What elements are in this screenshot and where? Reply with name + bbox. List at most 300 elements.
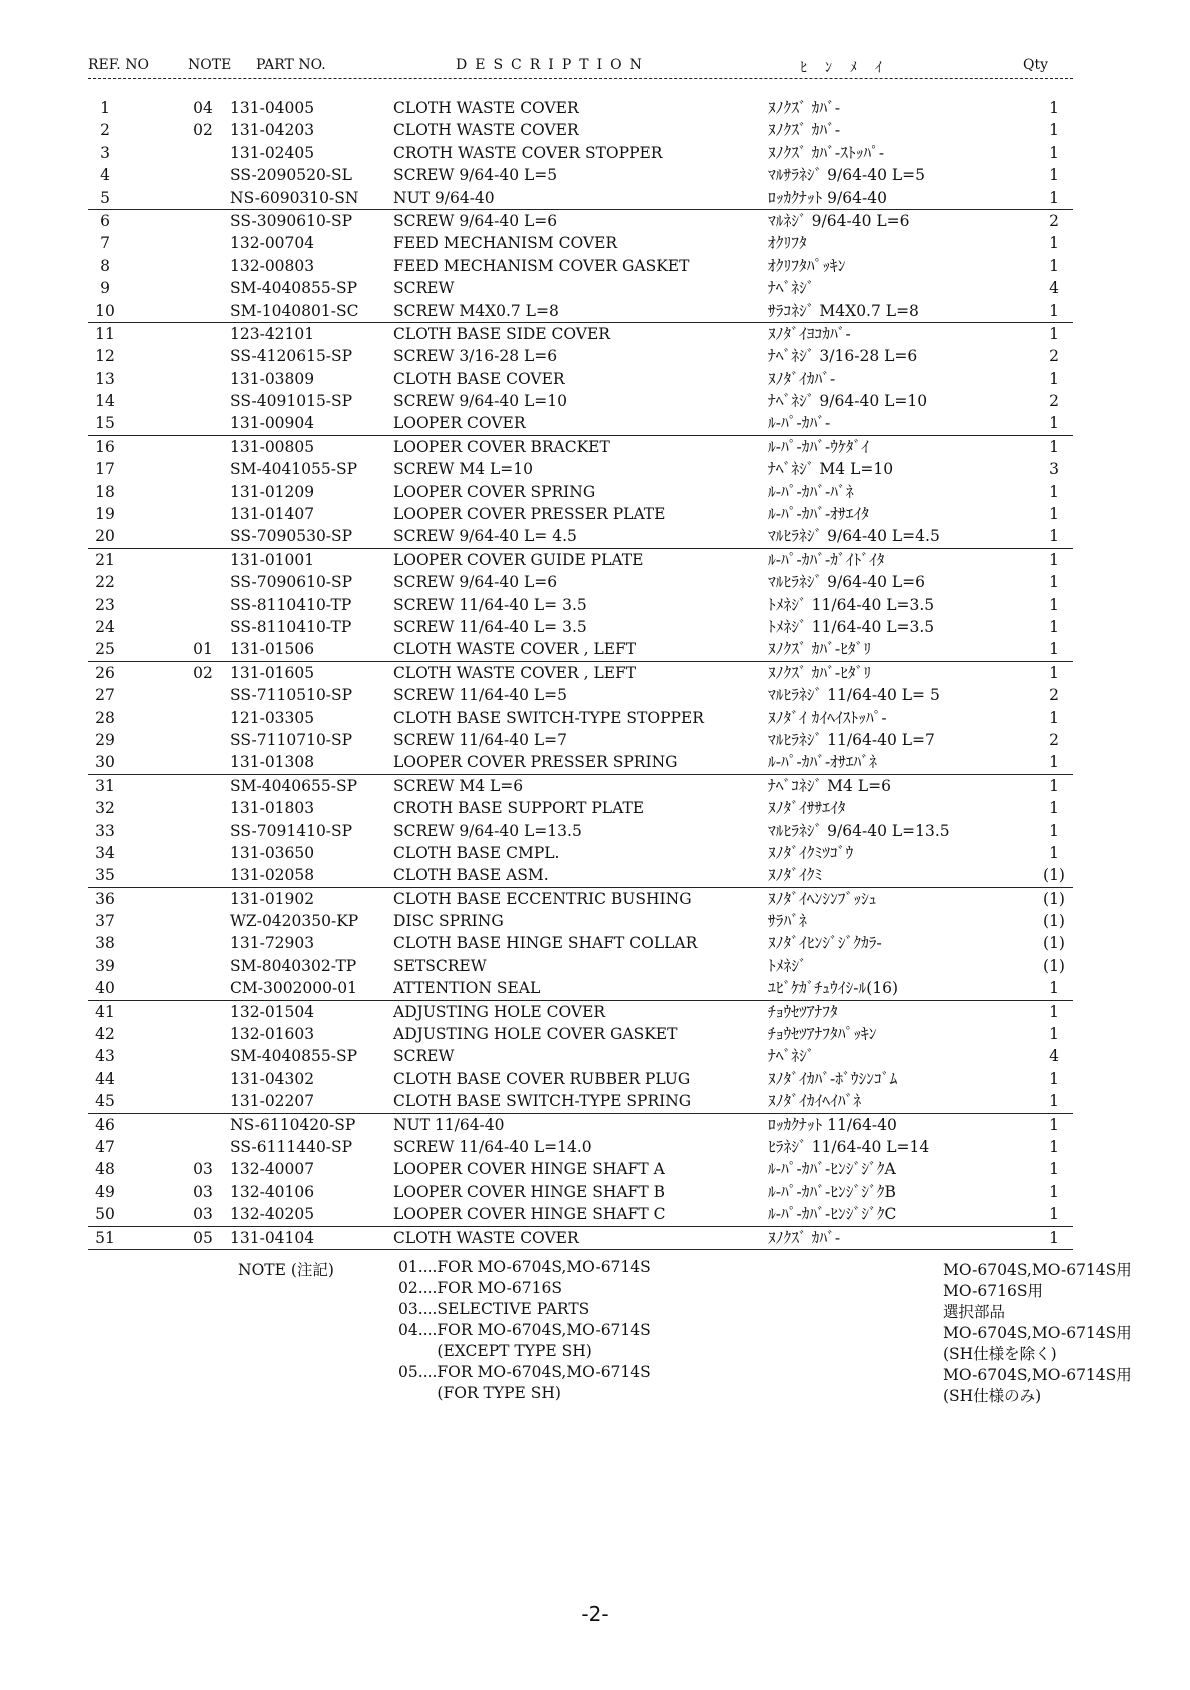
table-row <box>88 1203 1073 1226</box>
part-no-cell: 131-04005 <box>230 99 315 117</box>
parts-table <box>88 97 1073 1250</box>
header-description: DESCRIPTION <box>456 57 650 73</box>
kana-name-cell: ﾇﾉﾀﾞｲｶｲﾍｲﾊﾞﾈ <box>768 1092 862 1111</box>
part-no-cell: SS-7091410-SP <box>230 821 353 840</box>
qty-cell: 1 <box>1049 708 1059 727</box>
table-row <box>88 345 1073 367</box>
description-cell: NUT 11/64-40 <box>393 1115 505 1134</box>
part-no-cell: 131-03650 <box>230 843 315 862</box>
description-cell: FEED MECHANISM COVER <box>393 234 618 253</box>
qty-cell: 1 <box>1049 640 1059 659</box>
note-cell: 02 <box>193 663 213 682</box>
description-cell: DISC SPRING <box>393 912 504 931</box>
table-row <box>88 323 1073 345</box>
ref-no-cell: 14 <box>95 392 115 411</box>
qty-cell: 1 <box>1049 143 1059 162</box>
table-row <box>88 955 1073 977</box>
note-japanese: (SH仕様のみ) <box>943 1387 1042 1405</box>
qty-cell: 1 <box>1049 256 1059 275</box>
table-row <box>88 662 1073 684</box>
description-cell: CROTH BASE SUPPORT PLATE <box>393 799 645 818</box>
description-cell: ADJUSTING HOLE COVER <box>393 1002 606 1021</box>
table-row <box>88 412 1073 435</box>
note-japanese: MO-6704S,MO-6714S用 <box>943 1324 1132 1342</box>
description-cell: SCREW 11/64-40 L=5 <box>393 686 568 705</box>
description-cell: SCREW 11/64-40 L= 3.5 <box>393 617 587 636</box>
part-no-cell: 131-04203 <box>230 121 315 140</box>
table-row <box>88 549 1073 571</box>
description-cell: CLOTH WASTE COVER <box>393 1228 579 1247</box>
ref-no-cell: 44 <box>95 1069 115 1088</box>
kana-name-cell: ﾏﾙｻﾗﾈｼﾞ 9/64-40 L=5 <box>768 166 926 185</box>
note-cell: 04 <box>193 99 213 117</box>
table-row <box>88 1114 1073 1136</box>
qty-cell: 1 <box>1049 527 1059 546</box>
note-japanese: (SH仕様を除く) <box>943 1345 1057 1363</box>
kana-name-cell: ﾅﾍﾞﾈｼﾞ 3/16-28 L=6 <box>768 347 918 366</box>
ref-no-cell: 49 <box>95 1182 115 1201</box>
description-cell: CLOTH BASE SWITCH-TYPE SPRING <box>393 1092 692 1111</box>
ref-no-cell: 10 <box>95 301 115 320</box>
table-row <box>88 616 1073 638</box>
kana-name-cell: ﾁｮｳｾﾂｱﾅﾌﾀﾊﾟｯｷﾝ <box>768 1025 877 1044</box>
part-no-cell: SS-8110410-TP <box>230 595 352 614</box>
kana-name-cell: ﾅﾍﾞｺﾈｼﾞ M4 L=6 <box>768 776 891 795</box>
ref-no-cell: 8 <box>100 256 110 275</box>
part-no-cell: SS-7110710-SP <box>230 730 353 749</box>
description-cell: SCREW 9/64-40 L=10 <box>393 392 568 411</box>
part-no-cell: 123-42101 <box>230 324 315 343</box>
ref-no-cell: 16 <box>95 437 115 456</box>
description-cell: SCREW 9/64-40 L=6 <box>393 573 558 592</box>
ref-no-cell: 12 <box>95 347 115 366</box>
part-no-cell: NS-6090310-SN <box>230 188 359 207</box>
ref-no-cell: 50 <box>95 1205 115 1224</box>
note-english: 03....SELECTIVE PARTS <box>398 1300 590 1318</box>
note-english: (EXCEPT TYPE SH) <box>398 1342 592 1360</box>
part-no-cell: SS-3090610-SP <box>230 211 353 230</box>
ref-no-cell: 31 <box>95 776 115 795</box>
description-cell: NUT 9/64-40 <box>393 188 495 207</box>
part-no-cell: 132-01603 <box>230 1025 315 1044</box>
note-japanese: MO-6704S,MO-6714S用 <box>943 1261 1132 1279</box>
qty-cell: 2 <box>1049 392 1059 411</box>
note-japanese: MO-6704S,MO-6714S用 <box>943 1366 1132 1384</box>
table-row <box>88 368 1073 390</box>
part-no-cell: 131-01902 <box>230 889 315 908</box>
ref-no-cell: 48 <box>95 1160 115 1179</box>
kana-name-cell: ﾄﾒﾈｼﾞ 11/64-40 L=3.5 <box>768 595 935 614</box>
ref-no-cell: 11 <box>95 324 115 343</box>
description-cell: CLOTH BASE ASM. <box>393 866 549 885</box>
qty-cell: 1 <box>1049 1069 1059 1088</box>
table-row <box>88 255 1073 277</box>
kana-name-cell: ﾏﾙﾈｼﾞ 9/64-40 L=6 <box>768 211 910 230</box>
qty-cell: 1 <box>1049 843 1059 862</box>
part-no-cell: 132-00704 <box>230 234 315 253</box>
ref-no-cell: 37 <box>95 912 115 931</box>
table-row <box>88 300 1073 323</box>
page-number: -2- <box>581 1602 609 1626</box>
part-no-cell: 131-00904 <box>230 414 315 433</box>
description-cell: SCREW 11/64-40 L=14.0 <box>393 1137 592 1156</box>
table-row <box>88 1227 1073 1250</box>
part-no-cell: 131-72903 <box>230 934 315 953</box>
table-row <box>88 436 1073 458</box>
kana-name-cell: ﾇﾉｸｽﾞ ｶﾊﾞ-ｽﾄｯﾊﾟ- <box>768 143 885 162</box>
qty-cell: 3 <box>1049 460 1059 479</box>
ref-no-cell: 2 <box>100 121 110 140</box>
ref-no-cell: 26 <box>95 663 115 682</box>
kana-name-cell: ﾇﾉｸｽﾞ ｶﾊﾞ-ﾋﾀﾞﾘ <box>768 640 872 659</box>
kana-name-cell: ﾏﾙﾋﾗﾈｼﾞ 9/64-40 L=13.5 <box>768 821 950 840</box>
description-cell: SCREW 9/64-40 L= 4.5 <box>393 527 577 546</box>
table-row <box>88 571 1073 593</box>
ref-no-cell: 51 <box>95 1228 115 1247</box>
table-row <box>88 707 1073 729</box>
kana-name-cell: ﾛｯｶｸﾅｯﾄ 11/64-40 <box>768 1115 897 1134</box>
ref-no-cell: 3 <box>100 143 110 162</box>
ref-no-cell: 30 <box>95 753 115 772</box>
part-no-cell: SM-4041055-SP <box>230 460 358 479</box>
kana-name-cell: ﾏﾙﾋﾗﾈｼﾞ 11/64-40 L= 5 <box>768 686 940 705</box>
qty-cell: 1 <box>1049 1228 1059 1247</box>
description-cell: LOOPER COVER GUIDE PLATE <box>393 550 644 569</box>
part-no-cell: SS-4091015-SP <box>230 392 353 411</box>
qty-cell: 1 <box>1049 821 1059 840</box>
table-row <box>88 210 1073 232</box>
notes-title: NOTE (注記) <box>238 1261 334 1279</box>
qty-cell: 1 <box>1049 1160 1059 1179</box>
kana-name-cell: ﾇﾉﾀﾞｲ ｶｲﾍｲｽﾄｯﾊﾟ- <box>768 708 887 727</box>
table-row <box>88 1068 1073 1090</box>
description-cell: SETSCREW <box>393 956 487 975</box>
table-row <box>88 525 1073 548</box>
kana-name-cell: ｵｸﾘﾌﾀﾊﾟｯｷﾝ <box>768 256 846 275</box>
qty-cell: 1 <box>1049 505 1059 524</box>
qty-cell: 1 <box>1049 799 1059 818</box>
qty-cell: 2 <box>1049 211 1059 230</box>
table-row <box>88 797 1073 819</box>
qty-cell: (1) <box>1043 912 1065 931</box>
description-cell: SCREW 9/64-40 L=6 <box>393 211 558 230</box>
qty-cell: 1 <box>1049 573 1059 592</box>
header-kana: ﾋﾝﾒｲ <box>800 60 900 76</box>
ref-no-cell: 43 <box>95 1047 115 1066</box>
description-cell: ATTENTION SEAL <box>393 979 541 998</box>
qty-cell: 1 <box>1049 1137 1059 1156</box>
table-row <box>88 820 1073 842</box>
description-cell: SCREW M4 L=10 <box>393 460 533 479</box>
description-cell: LOOPER COVER HINGE SHAFT B <box>393 1182 666 1201</box>
part-no-cell: SM-8040302-TP <box>230 956 357 975</box>
kana-name-cell: ﾄﾒﾈｼﾞ <box>768 956 807 975</box>
ref-no-cell: 24 <box>95 617 115 636</box>
table-row <box>88 842 1073 864</box>
description-cell: SCREW 11/64-40 L=7 <box>393 730 568 749</box>
kana-name-cell: ﾙ-ﾊﾟ-ｶﾊﾞ-ﾋﾝｼﾞｼﾞｸB <box>768 1182 896 1201</box>
table-row <box>88 232 1073 254</box>
kana-name-cell: ﾇﾉﾀﾞｲｶﾊﾞ-ﾎﾞｳｼﾝｺﾞﾑ <box>768 1069 898 1088</box>
note-english: 04....FOR MO-6704S,MO-6714S <box>398 1321 651 1339</box>
ref-no-cell: 28 <box>95 708 115 727</box>
note-english: 02....FOR MO-6716S <box>398 1279 562 1297</box>
header-divider <box>88 78 1073 79</box>
part-no-cell: 131-00805 <box>230 437 315 456</box>
kana-name-cell: ﾇﾉﾀﾞｲﾍﾝｼﾝﾌﾞｯｼｭ <box>768 889 877 908</box>
part-no-cell: 131-01605 <box>230 663 315 682</box>
kana-name-cell: ﾋﾗﾈｼﾞ 11/64-40 L=14 <box>768 1137 930 1156</box>
part-no-cell: SM-1040801-SC <box>230 301 359 320</box>
qty-cell: 1 <box>1049 369 1059 388</box>
header-part-no: PART NO. <box>256 57 326 73</box>
kana-name-cell: ﾙ-ﾊﾟ-ｶﾊﾞ- <box>768 414 831 433</box>
table-row <box>88 97 1073 119</box>
part-no-cell: SS-7110510-SP <box>230 686 353 705</box>
qty-cell: 1 <box>1049 617 1059 636</box>
table-header <box>88 55 1073 77</box>
header-note: NOTE <box>188 57 232 73</box>
part-no-cell: 132-40106 <box>230 1182 315 1201</box>
qty-cell: 1 <box>1049 776 1059 795</box>
description-cell: ADJUSTING HOLE COVER GASKET <box>393 1025 678 1044</box>
ref-no-cell: 20 <box>95 527 115 546</box>
note-japanese: 選択部品 <box>943 1303 1006 1321</box>
table-row <box>88 142 1073 164</box>
part-no-cell: 131-02405 <box>230 143 315 162</box>
ref-no-cell: 23 <box>95 595 115 614</box>
kana-name-cell: ﾕﾋﾞｹｶﾞﾁｭｳｲｼ-ﾙ(16) <box>768 979 899 998</box>
qty-cell: 1 <box>1049 1002 1059 1021</box>
description-cell: FEED MECHANISM COVER GASKET <box>393 256 690 275</box>
table-row <box>88 1045 1073 1067</box>
part-no-cell: 131-01308 <box>230 753 315 772</box>
table-row <box>88 277 1073 299</box>
table-row <box>88 1023 1073 1045</box>
description-cell: LOOPER COVER BRACKET <box>393 437 610 456</box>
ref-no-cell: 40 <box>95 979 115 998</box>
ref-no-cell: 18 <box>95 482 115 501</box>
ref-no-cell: 46 <box>95 1115 115 1134</box>
kana-name-cell: ﾇﾉﾀﾞｲﾖｺｶﾊﾞ- <box>768 324 851 343</box>
ref-no-cell: 42 <box>95 1025 115 1044</box>
description-cell: CLOTH BASE SIDE COVER <box>393 324 610 343</box>
kana-name-cell: ﾇﾉｸｽﾞ ｶﾊﾞ-ﾋﾀﾞﾘ <box>768 663 872 682</box>
description-cell: LOOPER COVER PRESSER SPRING <box>393 753 678 772</box>
part-no-cell: SM-4040855-SP <box>230 1047 358 1066</box>
qty-cell: 1 <box>1049 99 1059 117</box>
part-no-cell: SM-4040855-SP <box>230 279 358 298</box>
kana-name-cell: ﾙ-ﾊﾟ-ｶﾊﾞ-ｳｹﾀﾞｲ <box>768 437 869 456</box>
qty-cell: (1) <box>1043 934 1065 953</box>
table-row <box>88 1001 1073 1023</box>
part-no-cell: 132-40007 <box>230 1160 315 1179</box>
table-row <box>88 910 1073 932</box>
table-row <box>88 187 1073 210</box>
ref-no-cell: 7 <box>100 234 110 253</box>
description-cell: LOOPER COVER HINGE SHAFT C <box>393 1205 666 1224</box>
kana-name-cell: ﾄﾒﾈｼﾞ 11/64-40 L=3.5 <box>768 617 935 636</box>
qty-cell: 1 <box>1049 414 1059 433</box>
table-row <box>88 503 1073 525</box>
description-cell: SCREW 9/64-40 L=5 <box>393 166 558 185</box>
ref-no-cell: 39 <box>95 956 115 975</box>
kana-name-cell: ｵｸﾘﾌﾀ <box>768 234 807 253</box>
table-row <box>88 729 1073 751</box>
description-cell: CLOTH WASTE COVER <box>393 121 579 140</box>
kana-name-cell: ﾇﾉｸｽﾞ ｶﾊﾞ- <box>768 121 841 140</box>
part-no-cell: 131-01001 <box>230 550 315 569</box>
description-cell: SCREW <box>393 1047 455 1066</box>
table-row <box>88 1090 1073 1113</box>
kana-name-cell: ﾙ-ﾊﾟ-ｶﾊﾞ-ﾋﾝｼﾞｼﾞｸC <box>768 1205 897 1224</box>
ref-no-cell: 33 <box>95 821 115 840</box>
part-no-cell: 131-04302 <box>230 1069 315 1088</box>
description-cell: SCREW M4X0.7 L=8 <box>393 301 559 320</box>
ref-no-cell: 6 <box>100 211 110 230</box>
table-row <box>88 684 1073 706</box>
part-no-cell: SS-7090610-SP <box>230 573 353 592</box>
note-cell: 01 <box>193 640 213 659</box>
table-row <box>88 1181 1073 1203</box>
description-cell: LOOPER COVER PRESSER PLATE <box>393 505 666 524</box>
table-row <box>88 977 1073 1000</box>
qty-cell: 1 <box>1049 188 1059 207</box>
table-row <box>88 594 1073 616</box>
qty-cell: 1 <box>1049 1115 1059 1134</box>
description-cell: CLOTH BASE HINGE SHAFT COLLAR <box>393 934 698 953</box>
ref-no-cell: 32 <box>95 799 115 818</box>
kana-name-cell: ﾇﾉﾀﾞｲﾋﾝｼﾞｼﾞｸｶﾗ- <box>768 934 882 953</box>
part-no-cell: 131-01803 <box>230 799 315 818</box>
ref-no-cell: 27 <box>95 686 115 705</box>
description-cell: SCREW <box>393 279 455 298</box>
ref-no-cell: 5 <box>100 188 110 207</box>
header-ref-no: REF. NO <box>88 57 149 73</box>
ref-no-cell: 15 <box>95 414 115 433</box>
note-japanese: MO-6716S用 <box>943 1282 1043 1300</box>
kana-name-cell: ﾏﾙﾋﾗﾈｼﾞ 9/64-40 L=6 <box>768 573 926 592</box>
part-no-cell: SS-7090530-SP <box>230 527 353 546</box>
qty-cell: 1 <box>1049 301 1059 320</box>
kana-name-cell: ﾙ-ﾊﾟ-ｶﾊﾞ-ﾋﾝｼﾞｼﾞｸA <box>768 1160 896 1179</box>
qty-cell: 1 <box>1049 753 1059 772</box>
part-no-cell: SS-8110410-TP <box>230 617 352 636</box>
qty-cell: 4 <box>1049 279 1059 298</box>
description-cell: CLOTH WASTE COVER , LEFT <box>393 640 637 659</box>
ref-no-cell: 38 <box>95 934 115 953</box>
note-cell: 05 <box>193 1228 213 1247</box>
table-row <box>88 458 1073 480</box>
description-cell: SCREW 9/64-40 L=13.5 <box>393 821 582 840</box>
kana-name-cell: ﾏﾙﾋﾗﾈｼﾞ 11/64-40 L=7 <box>768 730 935 749</box>
kana-name-cell: ﾅﾍﾞﾈｼﾞ M4 L=10 <box>768 460 894 479</box>
qty-cell: 1 <box>1049 550 1059 569</box>
table-row <box>88 1158 1073 1180</box>
qty-cell: 1 <box>1049 663 1059 682</box>
qty-cell: 1 <box>1049 234 1059 253</box>
description-cell: CROTH WASTE COVER STOPPER <box>393 143 663 162</box>
part-no-cell: 131-04104 <box>230 1228 315 1247</box>
qty-cell: 4 <box>1049 1047 1059 1066</box>
qty-cell: (1) <box>1043 956 1065 975</box>
part-no-cell: NS-6110420-SP <box>230 1115 356 1134</box>
qty-cell: 1 <box>1049 979 1059 998</box>
description-cell: SCREW 3/16-28 L=6 <box>393 347 558 366</box>
qty-cell: 1 <box>1049 1205 1059 1224</box>
part-no-cell: 121-03305 <box>230 708 315 727</box>
qty-cell: 2 <box>1049 730 1059 749</box>
ref-no-cell: 21 <box>95 550 115 569</box>
part-no-cell: SM-4040655-SP <box>230 776 358 795</box>
table-row <box>88 864 1073 887</box>
qty-cell: (1) <box>1043 866 1065 885</box>
kana-name-cell: ﾇﾉﾀﾞｲｶﾊﾞ- <box>768 369 836 388</box>
table-row <box>88 638 1073 661</box>
table-row <box>88 119 1073 141</box>
part-no-cell: 132-01504 <box>230 1002 315 1021</box>
part-no-cell: 131-02058 <box>230 866 315 885</box>
kana-name-cell: ﾁｮｳｾﾂｱﾅﾌﾀ <box>768 1002 838 1021</box>
table-row <box>88 1136 1073 1158</box>
part-no-cell: 131-02207 <box>230 1092 315 1111</box>
kana-name-cell: ﾇﾉｸｽﾞ ｶﾊﾞ- <box>768 1228 841 1247</box>
part-no-cell: CM-3002000-01 <box>230 979 357 998</box>
table-row <box>88 164 1073 186</box>
description-cell: CLOTH BASE ECCENTRIC BUSHING <box>393 889 692 908</box>
ref-no-cell: 1 <box>100 99 110 117</box>
table-row <box>88 390 1073 412</box>
part-no-cell: SS-6111440-SP <box>230 1137 353 1156</box>
note-cell: 02 <box>193 121 213 140</box>
qty-cell: 1 <box>1049 437 1059 456</box>
ref-no-cell: 29 <box>95 730 115 749</box>
part-no-cell: 132-40205 <box>230 1205 315 1224</box>
kana-name-cell: ｻﾗﾊﾞﾈ <box>768 912 807 931</box>
note-cell: 03 <box>193 1205 213 1224</box>
part-no-cell: SS-2090520-SL <box>230 166 352 185</box>
note-english: (FOR TYPE SH) <box>398 1384 561 1402</box>
qty-cell: 1 <box>1049 595 1059 614</box>
qty-cell: 1 <box>1049 1182 1059 1201</box>
kana-name-cell: ﾅﾍﾞﾈｼﾞ <box>768 1047 815 1066</box>
part-no-cell: WZ-0420350-KP <box>230 912 359 931</box>
description-cell: CLOTH BASE SWITCH-TYPE STOPPER <box>393 708 704 727</box>
kana-name-cell: ﾙ-ﾊﾟ-ｶﾊﾞ-ﾊﾞﾈ <box>768 482 854 501</box>
ref-no-cell: 34 <box>95 843 115 862</box>
part-no-cell: 131-01506 <box>230 640 315 659</box>
note-english: 01....FOR MO-6704S,MO-6714S <box>398 1258 651 1276</box>
ref-no-cell: 19 <box>95 505 115 524</box>
ref-no-cell: 17 <box>95 460 115 479</box>
note-cell: 03 <box>193 1182 213 1201</box>
qty-cell: 1 <box>1049 482 1059 501</box>
kana-name-cell: ﾇﾉﾀﾞｲｸﾐ <box>768 866 823 885</box>
kana-name-cell: ﾇﾉｸｽﾞ ｶﾊﾞ- <box>768 99 841 117</box>
description-cell: LOOPER COVER HINGE SHAFT A <box>393 1160 665 1179</box>
description-cell: CLOTH BASE COVER RUBBER PLUG <box>393 1069 691 1088</box>
part-no-cell: 131-03809 <box>230 369 315 388</box>
ref-no-cell: 45 <box>95 1092 115 1111</box>
table-row <box>88 932 1073 954</box>
description-cell: CLOTH BASE CMPL. <box>393 843 560 862</box>
ref-no-cell: 36 <box>95 889 115 908</box>
table-row <box>88 775 1073 797</box>
ref-no-cell: 13 <box>95 369 115 388</box>
description-cell: LOOPER COVER SPRING <box>393 482 596 501</box>
ref-no-cell: 4 <box>100 166 110 185</box>
part-no-cell: 132-00803 <box>230 256 315 275</box>
